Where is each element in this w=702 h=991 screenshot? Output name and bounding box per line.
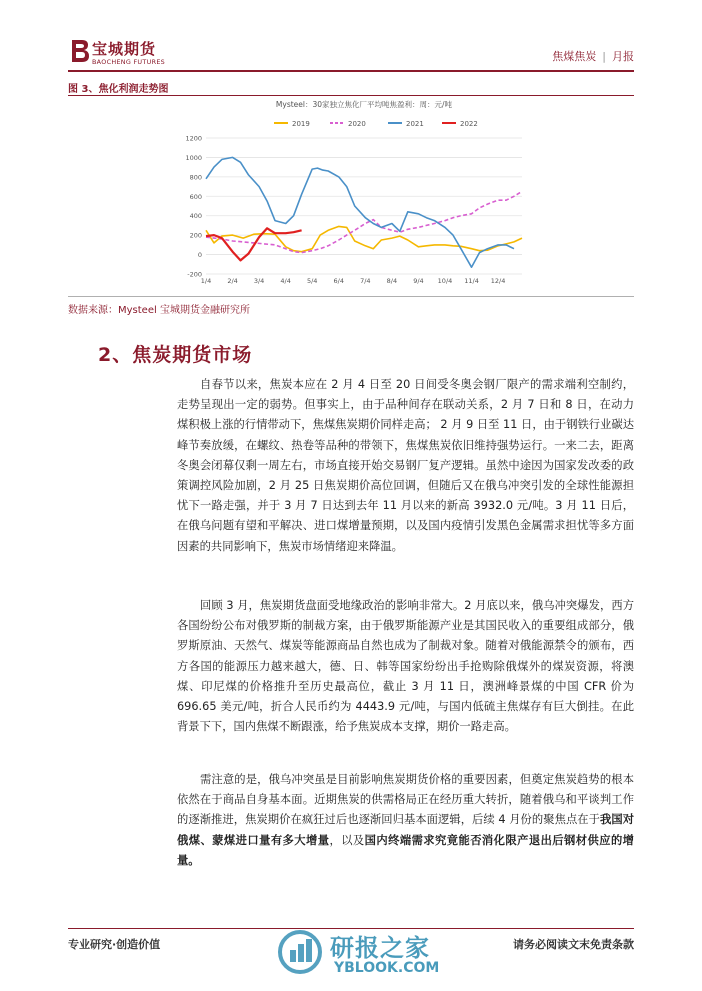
profit-line-chart — [182, 96, 534, 290]
chart-title: Mysteel：30家独立焦化厂平均吨焦盈利：周：元/吨 — [275, 100, 453, 109]
y-tick-label: 0 — [197, 251, 202, 260]
x-tick-label: 9/4 — [413, 277, 424, 285]
x-tick-label: 12/4 — [490, 277, 506, 285]
paragraph-3 — [177, 770, 634, 871]
x-tick-label: 2/4 — [227, 277, 238, 285]
paragraph-2: 回顾 3 月，焦炭期货盘面受地缘政治的影响非常大。2 月底以来，俄乌冲突爆发，西方各国纷纷公布对俄罗斯的制裁方案，由于俄罗斯能源产业是其国民收入的重要组成部分，俄罗斯原油、天然气、煤炭等能源商品自然也成为了制裁对象。随着对俄能源禁令的颁布，西方各国的能源压力越来越大，德、日、韩等国家纷纷出手抢购除俄煤外的煤炭资源，将澳煤、印尼煤的价格推升至历史最高位，截止 3 月 11 日，澳洲峰景煤的中国 CFR 价为 696.65 美元/吨，折合人民币约为 4443.9 元/吨，与国内低硫主焦煤存有巨大倒挂。在此背景下下，国内焦煤不断跟涨，给予焦炭成本支撑，期价一路走高。 — [177, 599, 634, 734]
figure-source: 数据来源：Mysteel 宝城期货金融研究所 — [68, 305, 250, 316]
logo-mark-icon — [68, 38, 90, 64]
y-tick-label: 200 — [189, 231, 202, 240]
x-tick-label: 4/4 — [280, 277, 291, 285]
series-line-2022 — [206, 228, 302, 260]
watermark-chinese: 研报之家 — [330, 934, 430, 962]
paragraph-1: 自春节以来，焦炭本应在 2 月 4 日至 20 日间受冬奥会钢厂限产的需求端利空制约，走势呈现出一定的弱势。但事实上，由于品种间存在联动关系，2 月 7 日和 8 日，在动力煤积极上涨的行情带动下，焦煤焦炭期价同样走高； 2 月 9 日至 11 日，由于钢铁行业碳达峰节奏放缓，在螺纹、热卷等品种的带领下，焦煤焦炭依旧维持强势运行。一来二去，距离冬奥会闭幕仅剩一周左右，市场直接开始交易钢厂复产逻辑。虽然中途因为国家发改委的政策调控风险加剧，2 月 25 日焦炭期价高位回调，但随后又在俄乌冲突引发的全球性能源担忧下一路走强，并于 3 月 7 日达到去年 11 月以来的新高 3932.0 元/吨。3 月 11 日后，在俄乌问题有望和平解决、进口煤增量预期，以及国内疫情引发黑色金属需求担忧等多方面因素的共同影响下，焦炭市场情绪迎来降温。 — [177, 378, 634, 553]
legend-label-2020: 2020 — [348, 120, 366, 128]
paragraph-3-connector: ，以及 — [329, 833, 365, 847]
x-tick-label: 10/4 — [437, 277, 453, 285]
series-line-2021 — [206, 157, 514, 267]
x-tick-label: 8/4 — [386, 277, 398, 285]
header-separator: | — [602, 50, 606, 63]
x-tick-label: 3/4 — [253, 277, 265, 285]
logo-chinese-name: 宝城期货 — [92, 40, 157, 58]
y-tick-label: 1000 — [185, 153, 202, 162]
report-category — [552, 48, 634, 64]
legend-label-2021: 2021 — [406, 120, 424, 128]
series-line-2020 — [206, 191, 522, 252]
report-type-label: 月报 — [612, 50, 634, 63]
paragraph-3-text: 需注意的是，俄乌冲突虽是目前影响焦炭期货价格的重要因素，但奠定焦炭趋势的根本依然在于商品自身基本面。近期焦炭的供需格局正在经历重大转折，随着俄乌和平谈判工作的逐渐推进，焦炭期价在疯狂过后也逐渐回归基本面逻辑，后续 4 月份的聚焦点在于 — [177, 773, 634, 827]
product-label: 焦煤焦炭 — [552, 50, 597, 63]
y-tick-label: -200 — [187, 270, 202, 279]
x-tick-label: 1/4 — [200, 277, 212, 285]
y-tick-label: 400 — [189, 212, 202, 221]
x-tick-label: 5/4 — [306, 277, 318, 285]
footer-disclaimer: 请务必阅读文末免责条款 — [513, 938, 634, 951]
legend-label-2019: 2019 — [292, 120, 310, 128]
x-tick-label: 6/4 — [333, 277, 345, 285]
x-tick-label: 7/4 — [360, 277, 371, 285]
watermark-english: YBLOOK.COM — [334, 960, 440, 976]
figure-title: 图 3、焦化利润走势图 — [68, 84, 169, 95]
paragraph-3-emphasis-1: 我国对俄煤、蒙煤进口量有多大增量 — [177, 813, 634, 847]
company-logo — [68, 36, 178, 68]
section-heading: 2、焦炭期货市场 — [98, 344, 253, 366]
y-tick-label: 800 — [189, 173, 202, 182]
x-tick-label: 11/4 — [464, 277, 479, 285]
figure-bottom-rule — [68, 296, 634, 297]
watermark — [262, 922, 462, 986]
logo-english-name: BAOCHENG FUTURES — [92, 58, 166, 66]
paragraph-3-emphasis-2: 国内终端需求究竟能否消化限产退出后钢材供应的增量。 — [177, 833, 634, 867]
legend-label-2022: 2022 — [460, 120, 478, 128]
watermark-logo-icon — [276, 928, 324, 976]
page-header — [68, 34, 634, 72]
y-tick-label: 1200 — [185, 134, 202, 143]
y-tick-label: 600 — [189, 192, 202, 201]
footer-slogan: 专业研究·创造价值 — [68, 938, 161, 951]
